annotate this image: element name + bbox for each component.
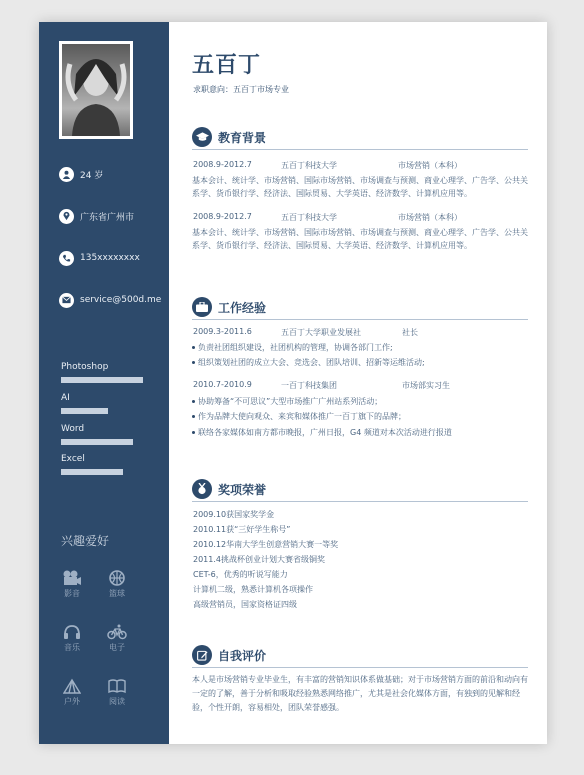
age-text: 24 岁 — [80, 170, 104, 181]
phone-icon — [59, 251, 74, 266]
book-icon — [108, 678, 126, 694]
edu-school: 五百丁科技大学 — [281, 213, 337, 222]
edu-major: 市场营销（本科） — [398, 213, 462, 222]
email-text[interactable]: service@500d.me — [80, 295, 162, 305]
section-awards-title: 奖项荣誉 — [192, 478, 266, 500]
work-period: 2009.3-2011.6 — [193, 327, 252, 336]
hobby-item: 音乐 — [52, 624, 92, 653]
bicycle-icon — [107, 624, 127, 640]
medal-icon — [192, 479, 212, 499]
contact-age — [59, 166, 103, 182]
section-education-title: 教育背景 — [192, 126, 266, 148]
mail-icon — [59, 293, 74, 308]
work-period: 2010.7-2010.9 — [193, 380, 252, 389]
tent-icon — [63, 678, 81, 694]
self-evaluation-text: 本人是市场营销专业毕业生，有丰富的营销知识体系做基础；对于市场营销方面的前沿和动向有一定的了解，善于分析和吸取经验熟悉网络推广，尤其是社会化媒体方面，有独到的见解和经验，个性开朗，容易相处，团队荣誉感强。 — [192, 675, 528, 712]
work-bullet: 作为品牌大使向观众、来宾和媒体推广一百丁旗下的品牌； — [198, 412, 406, 421]
sidebar — [39, 22, 169, 744]
skill-label: Photoshop — [61, 362, 109, 372]
graduation-cap-icon — [192, 127, 212, 147]
award-item: 2011.4挑战杯创业计划大赛省级铜奖 — [193, 555, 325, 564]
work-bullet: 组织策划社团的成立大会、竞选会、团队培训、招新等运维活动; — [198, 358, 425, 367]
job-intent: 求职意向：五百丁市场专业 — [193, 85, 289, 94]
hobby-item: 影音 — [52, 570, 92, 599]
award-item: 2010.12华南大学生创意营销大赛一等奖 — [193, 540, 339, 549]
edu-desc: 基本会计、统计学、市场营销、国际市场营销、市场调查与预测、商业心理学、广告学、公共关系学、货币银行学、经济法、国际贸易、大学英语、经济数学、计算机应用等。 — [192, 228, 528, 250]
work-bullet: 负责社团组织建设，社团机构的管理，协调各部门工作; — [198, 343, 393, 352]
skill-bar — [61, 408, 108, 414]
edu-desc: 基本会计、统计学、市场营销、国际市场营销、市场调查与预测、商业心理学、广告学、公共关系学、货币银行学、经济法、国际贸易、大学英语、经济数学、计算机应用等。 — [192, 176, 528, 198]
work-role: 社长 — [402, 328, 418, 337]
section-work-title: 工作经验 — [192, 296, 266, 318]
skill-bar — [61, 377, 143, 383]
award-item: CET-6，优秀的听说写能力 — [193, 570, 288, 579]
contact-location — [59, 208, 134, 224]
candidate-name: 五百丁 — [192, 53, 262, 78]
portrait-image — [62, 44, 130, 136]
work-company: 五百丁大学职业发展社 — [281, 328, 361, 337]
edu-period: 2008.9-2012.7 — [193, 160, 252, 169]
phone-text[interactable]: 135xxxxxxxx — [80, 253, 140, 263]
award-item: 计算机二级，熟悉计算机各项操作 — [193, 585, 313, 594]
hobby-title: 兴趣爱好 — [61, 534, 110, 548]
work-bullet: 协助筹备“不可思议”大型市场推广广州站系列活动； — [198, 397, 383, 406]
location-text: 广东省广州市 — [80, 212, 135, 223]
award-item: 高级营销员，国家资格证四级 — [193, 600, 297, 609]
edu-period: 2008.9-2012.7 — [193, 212, 252, 221]
section-divider — [192, 667, 528, 668]
section-divider — [192, 319, 528, 320]
person-icon — [59, 167, 74, 182]
pencil-note-icon — [192, 645, 212, 665]
briefcase-icon — [192, 297, 212, 317]
headphones-icon — [63, 624, 81, 640]
work-role: 市场部实习生 — [402, 381, 450, 390]
hobby-item: 阅读 — [97, 678, 137, 707]
award-item: 2010.11获“三好学生称号” — [193, 525, 291, 534]
skill-label: Word — [61, 424, 85, 434]
work-company: 一百丁科技集团 — [281, 381, 337, 390]
hobby-item: 电子 — [97, 624, 137, 653]
skill-bar — [61, 469, 123, 475]
edu-major: 市场营销（本科） — [398, 161, 462, 170]
work-bullet: 联络各家媒体如南方都市晚报，广州日报，G4 频道对本次活动进行报道 — [198, 428, 452, 437]
hobby-item: 篮球 — [97, 570, 137, 599]
section-divider — [192, 149, 528, 150]
skill-label: Excel — [61, 454, 85, 464]
basketball-icon — [109, 570, 125, 586]
section-self-title: 自我评价 — [192, 644, 266, 666]
film-camera-icon — [62, 570, 82, 586]
location-pin-icon — [59, 209, 74, 224]
profile-photo — [59, 41, 133, 139]
edu-school: 五百丁科技大学 — [281, 161, 337, 170]
award-item: 2009.10获国家奖学金 — [193, 510, 275, 519]
skill-bar — [61, 439, 133, 445]
hobby-item: 户外 — [52, 678, 92, 707]
section-divider — [192, 501, 528, 502]
skill-label: AI — [61, 393, 70, 403]
contact-email — [59, 292, 161, 308]
contact-phone — [59, 250, 140, 266]
